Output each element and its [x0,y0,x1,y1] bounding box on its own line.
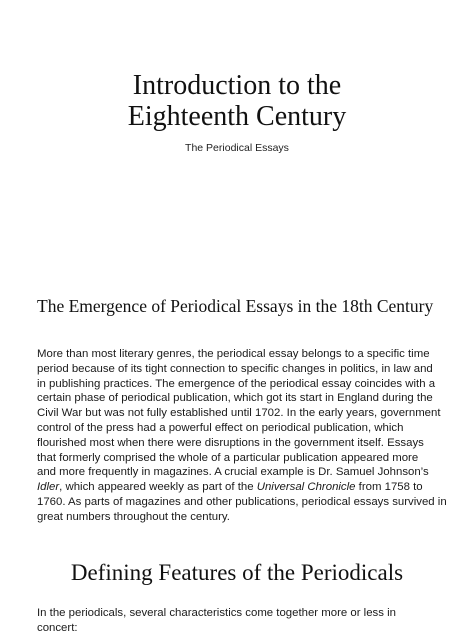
defining-features-paragraph [37,606,447,636]
universal-chronicle-title: Universal Chronicle [256,481,356,494]
paragraph-line: and more frequently in magazines. A crucial example is Dr. Samuel Johnson’s [37,466,429,479]
section-heading-defining-features: Defining Features of the Periodicals [70,560,404,585]
line-mid-text: , which appeared weekly as part of the [59,481,257,494]
paragraph-line: flourished most when there were disruptions in the government itself. Essays [37,436,424,449]
emergence-paragraph [37,347,447,525]
paragraph-line: period because of its tight connection to specific changes in politics, in law and [37,362,433,375]
title-line-1: Introduction to the [132,70,342,101]
title-line-2: Eighteenth Century [127,101,347,132]
paragraph-line: concert: [37,621,78,634]
page-subtitle: The Periodical Essays [185,142,289,154]
line-post-text: from 1758 to [355,481,423,494]
paragraph-line: certain phase of periodical publication, which got its start in England during the [37,392,433,405]
paragraph-line: More than most literary genres, the periodical essay belongs to a specific time [37,348,430,360]
paragraph-line: that formerly comprised the whole of a particular publication appeared more [37,451,419,464]
paragraph-line-with-titles [37,480,447,495]
idler-title: Idler [37,481,60,494]
paragraph-line: 1760. As parts of magazines and other publications, periodical essays survived in [37,495,447,508]
paragraph-line: in publishing practices. The emergence of the periodical essay coincides with a [37,377,436,390]
page-title [0,70,474,132]
section-heading-emergence: The Emergence of Periodical Essays in the 18th Century [37,296,434,316]
paragraph-line: In the periodicals, several characteristics come together more or less in [37,607,396,619]
paragraph-line: control of the press had a powerful effect on periodical publication, which [37,421,404,434]
paragraph-line: great numbers throughout the century. [37,510,230,523]
paragraph-line: Civil War but was not fully established until 1702. In the early years, government [37,407,441,420]
